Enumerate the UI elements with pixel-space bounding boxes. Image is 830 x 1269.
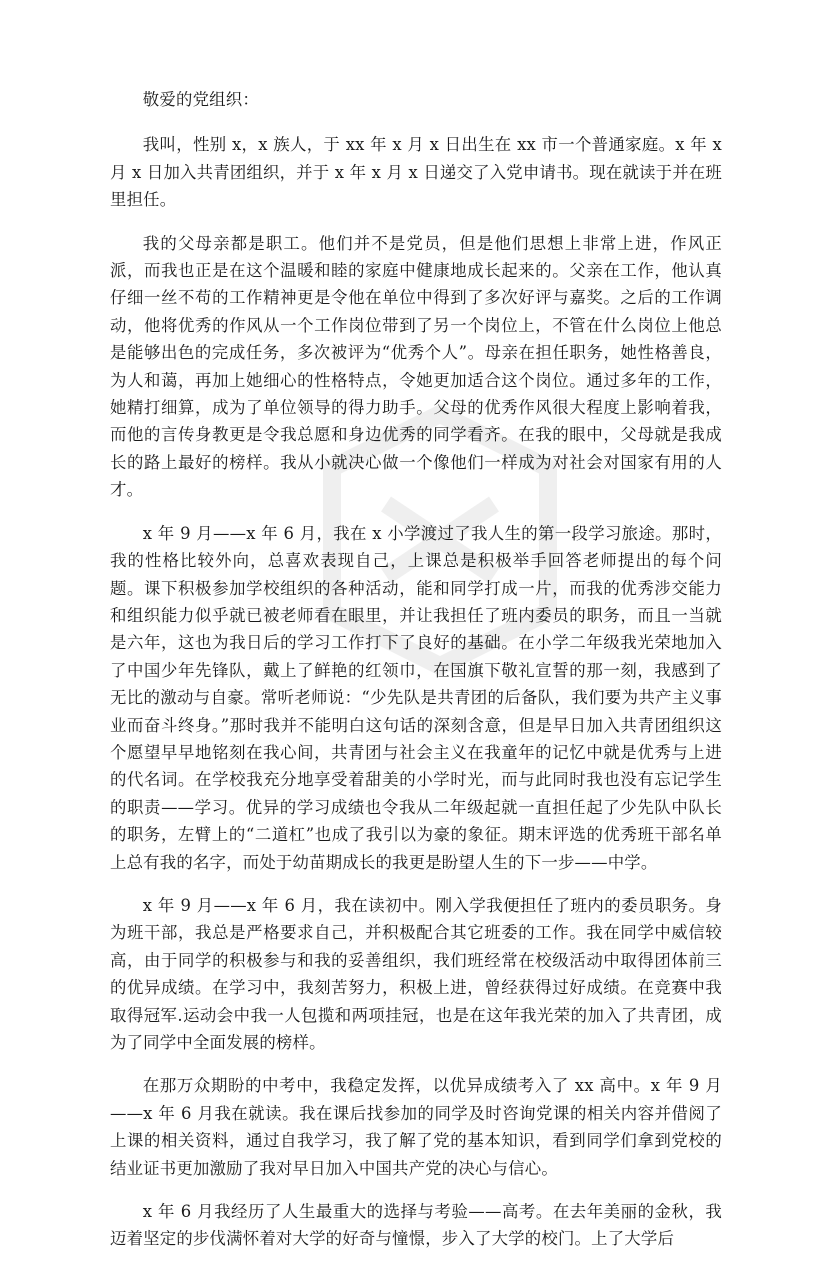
paragraph-middle-school: x 年 9 月——x 年 6 月，我在读初中。刚入学我便担任了班内的委员职务。身为班干部，我总是严格要求自己，并积极配合其它班委的工作。我在同学中威信较高，由于同学的积极参与和我的妥善组织，我们班经常在校级活动中取得团体前三的优异成绩。在学习中，我刻苦努力，积极上进，曾经获得过好成绩。在竞赛中我取得冠军.运动会中我一人包揽和两项挂冠，也是在这年我光荣的加入了共青团，成为了同学中全面发展的榜样。 — [110, 895, 722, 1052]
paragraph-family: 我的父母亲都是职工。他们并不是党员，但是他们思想上非常上进，作风正派，而我也正是在这个温暖和睦的家庭中健康地成长起来的。父亲在工作，他认真仔细一丝不苟的工作精神更是令他在单位中得到了多次好评与嘉奖。之后的工作调动，他将优秀的作风从一个工作岗位带到了另一个岗位上，不管在什么岗位上他总是能够出色的完成任务，多次被评为“优秀个人”。母亲在担任职务，她性格善良，为人和蔼，再加上她细心的性格特点，令她更加适合这个岗位。通过多年的工作，她精打细算，成为了单位领导的得力助手。父母的优秀作风很大程度上影响着我，而他的言传身教更是令我总愿和身边优秀的同学看齐。在我的眼中，父母就是我成长的路上最好的榜样。我从小就决心做一个像他们一样成为对社会对国家有用的人才。 — [110, 233, 722, 500]
paragraph-high-school: 在那万众期盼的中考中，我稳定发挥，以优异成绩考入了 xx 高中。x 年 9 月——x 年 6 月我在就读。我在课后找参加的同学及时咨询党课的相关内容并借阅了上课的相关资料，通过自我学习，我了解了党的基本知识，看到同学们拿到党校的结业证书更加激励了我对早日加入中国共产党的决心与信心。 — [110, 1076, 722, 1178]
paragraph-intro: 我叫，性别 x，x 族人，于 xx 年 x 月 x 日出生在 xx 市一个普通家庭。x 年 x 月 x 日加入共青团组织，并于 x 年 x 月 x 日递交了入党申请书。现在就读于并在班里担任。 — [110, 135, 722, 210]
paragraph-primary-school: x 年 9 月——x 年 6 月，我在 x 小学渡过了我人生的第一段学习旅途。那时，我的性格比较外向，总喜欢表现自己，上课总是积极举手回答老师提出的每个问题。课下积极参加学校组织的各种活动，能和同学打成一片，而我的优秀涉交能力和组织能力似乎就已被老师看在眼里，并让我担任了班内委员的职务，而且一当就是六年，这也为我日后的学习工作打下了良好的基础。在小学二年级我光荣地加入了中国少年先锋队，戴上了鲜艳的红领巾，在国旗下敬礼宣誓的那一刻，我感到了无比的激动与自豪。常听老师说：“少先队是共青团的后备队，我们要为共产主义事业而奋斗终身。”那时我并不能明白这句话的深刻含意，但是早日加入共青团组织这个愿望早早地铭刻在我心间，共青团与社会主义在我童年的记忆中就是优秀与上进的代名词。在学校我充分地享受着甜美的小学时光，而与此同时我也没有忘记学生的职责——学习。优异的学习成绩也令我从二年级起就一直担任起了少先队中队长的职务，左臂上的“二道杠”也成了我引以为豪的象征。期末评选的优秀班干部名单上总有我的名字，而处于幼苗期成长的我更是盼望人生的下一步——中学。 — [110, 523, 722, 872]
salutation: 敬爱的党组织： — [142, 90, 259, 109]
paragraph-college: x 年 6 月我经历了人生最重大的选择与考验——高考。在去年美丽的金秋，我迈着坚定的步伐满怀着对大学的好奇与憧憬，步入了大学的校门。上了大学后 — [110, 1202, 722, 1249]
letter-body — [110, 86, 722, 1269]
